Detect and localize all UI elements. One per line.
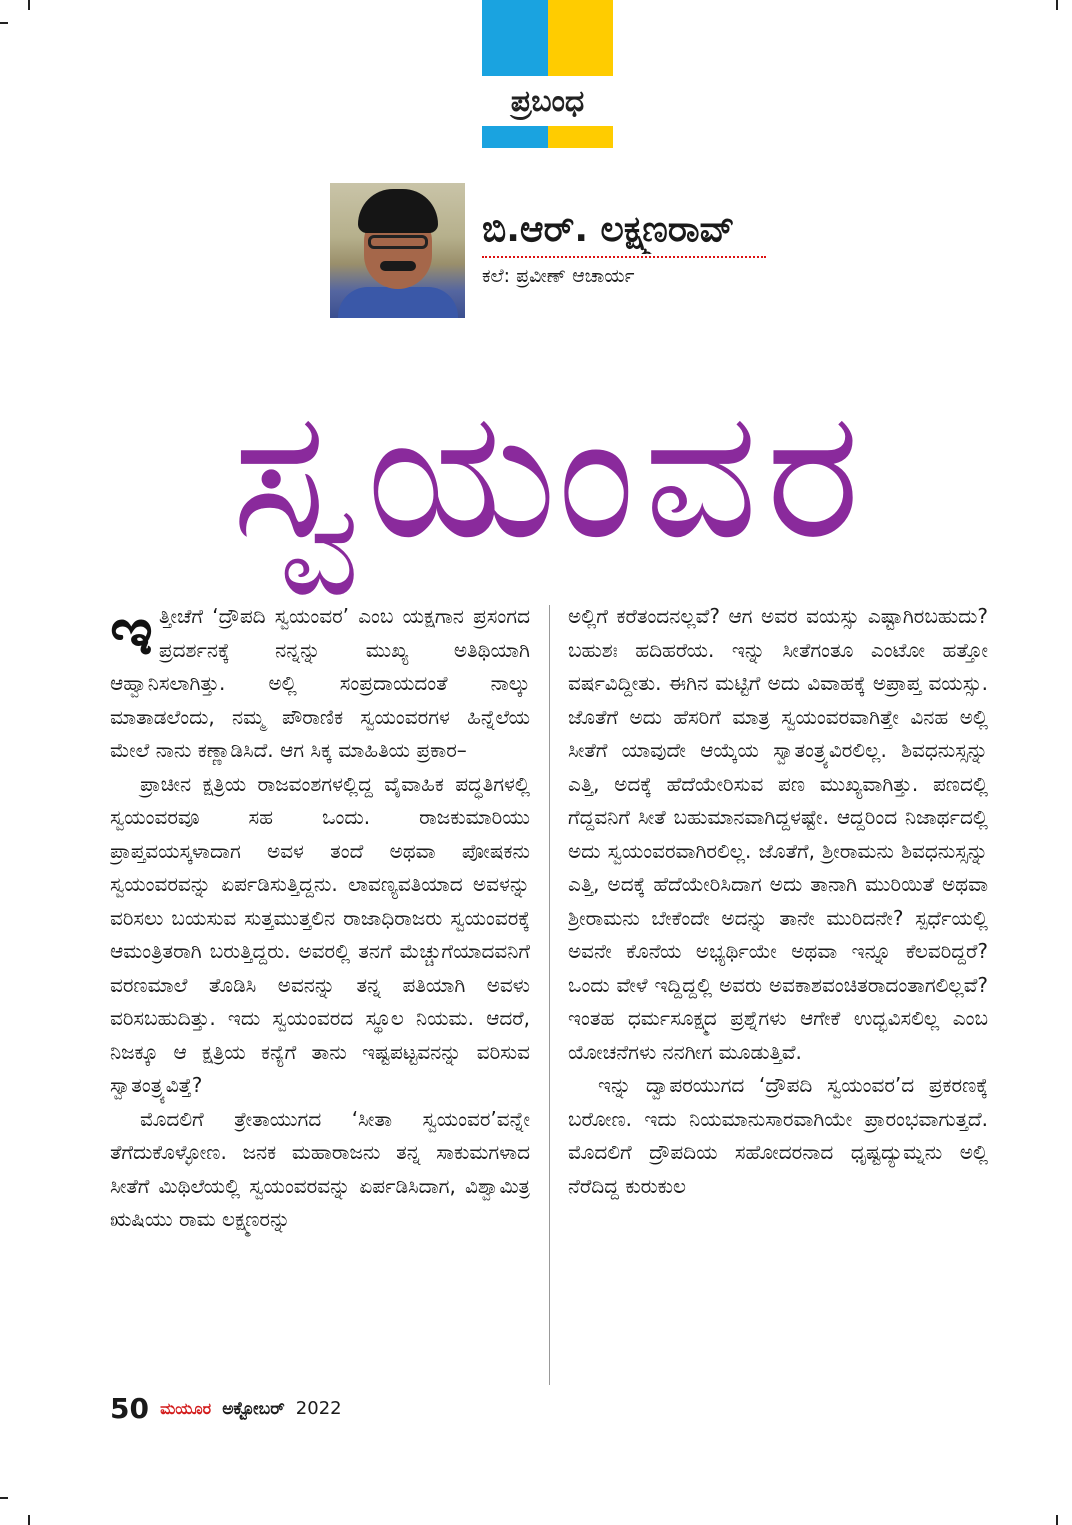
author-photo xyxy=(330,183,465,318)
magazine-name: ಮಯೂರ xyxy=(160,1398,212,1418)
article-paragraph-1: ಇತ್ತೀಚೆಗೆ ‘ದ್ರೌಪದಿ ಸ್ವಯಂವರ’ ಎಂಬ ಯಕ್ಷಗಾನ ಪ್ರಸಂಗದ ಪ್ರದರ್ಶನಕ್ಕೆ ನನ್ನನ್ನು ಮುಖ್ಯ ಅತಿಥಿಯಾಗಿ ಆಹ್ವಾನಿಸಲಾಗಿತ್ತು. ಅಲ್ಲಿ ಸಂಪ್ರದಾಯದಂತೆ ನಾಲ್ಕು ಮಾತಾಡಲೆಂದು, ನಮ್ಮ ಪೌರಾಣಿಕ ಸ್ವಯಂವರಗಳ ಹಿನ್ನೆಲೆಯ ಮೇಲೆ ನಾನು ಕಣ್ಣಾಡಿಸಿದೆ. ಆಗ ಸಿಕ್ಕ ಮಾಹಿತಿಯ ಪ್ರಕಾರ– xyxy=(110,600,530,762)
drop-cap: ಇ xyxy=(110,600,153,670)
issue-year: 2022 xyxy=(295,1398,342,1419)
badge-yellow-block xyxy=(548,0,613,76)
article-column-right xyxy=(568,600,988,1390)
artist-credit: ಕಲೆ: ಪ್ರವೀಣ್ ಆಚಾರ್ಯ xyxy=(482,265,635,287)
author-divider xyxy=(482,256,766,258)
crop-mark-bottom-left xyxy=(28,1515,30,1525)
badge-blue-block xyxy=(482,0,548,76)
article-paragraph-2: ಪ್ರಾಚೀನ ಕ್ಷತ್ರಿಯ ರಾಜವಂಶಗಳಲ್ಲಿದ್ದ ವೈವಾಹಿಕ ಪದ್ಧತಿಗಳಲ್ಲಿ ಸ್ವಯಂವರವೂ ಸಹ ಒಂದು. ರಾಜಕುಮಾರಿಯು ಪ್ರಾಪ್ತವಯಸ್ಕಳಾದಾಗ ಅವಳ ತಂದೆ ಅಥವಾ ಪೋಷಕನು ಸ್ವಯಂವರವನ್ನು ಏರ್ಪಡಿಸುತ್ತಿದ್ದನು. ಲಾವಣ್ಯವತಿಯಾದ ಅವಳನ್ನು ವರಿಸಲು ಬಯಸುವ ಸುತ್ತಮುತ್ತಲಿನ ರಾಜಾಧಿರಾಜರು ಸ್ವಯಂವರಕ್ಕೆ ಆಮಂತ್ರಿತರಾಗಿ ಬರುತ್ತಿದ್ದರು. ಅವರಲ್ಲಿ ತನಗೆ ಮೆಚ್ಚುಗೆಯಾದವನಿಗೆ ವರಣಮಾಲೆ ತೊಡಿಸಿ ಅವನನ್ನು ತನ್ನ ಪತಿಯಾಗಿ ಅವಳು ವರಿಸಬಹುದಿತ್ತು. ಇದು ಸ್ವಯಂವರದ ಸ್ಥೂಲ ನಿಯಮ. ಆದರೆ, ನಿಜಕ್ಕೂ ಆ ಕ್ಷತ್ರಿಯ ಕನ್ಯೆಗೆ ತಾನು ಇಷ್ಟಪಟ್ಟವನನ್ನು ವರಿಸುವ ಸ್ವಾತಂತ್ರ್ಯವಿತ್ತೆ? xyxy=(110,771,530,1097)
article-paragraph-3: ಮೊದಲಿಗೆ ತ್ರೇತಾಯುಗದ ‘ಸೀತಾ ಸ್ವಯಂವರ’ವನ್ನೇ ತೆಗೆದುಕೊಳ್ಳೋಣ. ಜನಕ ಮಹಾರಾಜನು ತನ್ನ ಸಾಕುಮಗಳಾದ ಸೀತೆಗೆ ಮಿಥಿಲೆಯಲ್ಲಿ ಸ್ವಯಂವರವನ್ನು ಏರ್ಪಡಿಸಿದಾಗ, ವಿಶ್ವಾಮಿತ್ರ ಋಷಿಯು ರಾಮ ಲಕ್ಷ್ಮಣರನ್ನು xyxy=(110,1106,530,1231)
article-headline: ಸ್ವಯಂವರ xyxy=(231,371,869,578)
crop-mark-bottom-right xyxy=(1056,1515,1058,1525)
section-label: ಪ್ರಬಂಧ xyxy=(510,84,585,119)
badge-blue-strip xyxy=(482,126,548,148)
page-number: 50 xyxy=(110,1392,149,1425)
article-column-left xyxy=(110,600,530,1390)
page-footer xyxy=(110,1392,510,1428)
article-paragraph-4: ಅಲ್ಲಿಗೆ ಕರೆತಂದನಲ್ಲವೆ? ಆಗ ಅವರ ವಯಸ್ಸು ಎಷ್ಟಾಗಿರಬಹುದು? ಬಹುಶಃ ಹದಿಹರೆಯ. ಇನ್ನು ಸೀತೆಗಂತೂ ಎಂಟೋ ಹತ್ತೋ ವರ್ಷವಿದ್ದೀತು. ಈಗಿನ ಮಟ್ಟಿಗೆ ಅದು ವಿವಾಹಕ್ಕೆ ಅಪ್ರಾಪ್ತ ವಯಸ್ಸು. ಜೊತೆಗೆ ಅದು ಹೆಸರಿಗೆ ಮಾತ್ರ ಸ್ವಯಂವರವಾಗಿತ್ತೇ ವಿನಹ ಅಲ್ಲಿ ಸೀತೆಗೆ ಯಾವುದೇ ಆಯ್ಕೆಯ ಸ್ವಾತಂತ್ರ್ಯವಿರಲಿಲ್ಲ. ಶಿವಧನುಸ್ಸನ್ನು ಎತ್ತಿ, ಅದಕ್ಕೆ ಹೆದೆಯೇರಿಸುವ ಪಣ ಮುಖ್ಯವಾಗಿತ್ತು. ಪಣದಲ್ಲಿ ಗೆದ್ದವನಿಗೆ ಸೀತೆ ಬಹುಮಾನವಾಗಿದ್ದಳಷ್ಟೇ. ಆದ್ದರಿಂದ ನಿಜಾರ್ಥದಲ್ಲಿ ಅದು ಸ್ವಯಂವರವಾಗಿರಲಿಲ್ಲ. ಜೊತೆಗೆ, ಶ್ರೀರಾಮನು ಶಿವಧನುಸ್ಸನ್ನು ಎತ್ತಿ, ಅದಕ್ಕೆ ಹೆದೆಯೇರಿಸಿದಾಗ ಅದು ತಾನಾಗಿ ಮುರಿಯಿತೆ ಅಥವಾ ಶ್ರೀರಾಮನು ಬೇಕೆಂದೇ ಅದನ್ನು ತಾನೇ ಮುರಿದನೇ? ಸ್ಪರ್ಧೆಯಲ್ಲಿ ಅವನೇ ಕೊನೆಯ ಅಭ್ಯರ್ಥಿಯೇ ಅಥವಾ ಇನ್ನೂ ಕೆಲವರಿದ್ದರೆ? ಒಂದು ವೇಳೆ ಇದ್ದಿದ್ದಲ್ಲಿ ಅವರು ಅವಕಾಶವಂಚಿತರಾದಂತಾಗಲಿಲ್ಲವೆ? ಇಂತಹ ಧರ್ಮಸೂಕ್ಷ್ಮದ ಪ್ರಶ್ನೆಗಳು ಆಗೇಕೆ ಉದ್ಭವಿಸಲಿಲ್ಲ ಎಂಬ ಯೋಚನೆಗಳು ನನಗೀಗ ಮೂಡುತ್ತಿವೆ. xyxy=(568,604,988,1064)
article-paragraph-5: ಇನ್ನು ದ್ವಾಪರಯುಗದ ‘ದ್ರೌಪದಿ ಸ್ವಯಂವರ’ದ ಪ್ರಕರಣಕ್ಕೆ ಬರೋಣ. ಇದು ನಿಯಮಾನುಸಾರವಾಗಿಯೇ ಪ್ರಾರಂಭವಾಗುತ್ತದೆ. ಮೊದಲಿಗೆ ದ್ರೌಪದಿಯ ಸಹೋದರನಾದ ಧೃಷ್ಟದ್ಯುಮ್ನನು ಅಲ್ಲಿ ನೆರೆದಿದ್ದ ಕುರುಕುಲ xyxy=(568,1073,988,1198)
section-badge xyxy=(482,0,613,148)
crop-mark-top-right xyxy=(1056,0,1058,10)
badge-yellow-strip xyxy=(548,126,613,148)
issue-month: ಅಕ್ಟೋಬರ್ xyxy=(222,1398,285,1419)
crop-mark-top-left xyxy=(28,0,30,10)
author-name: ಬಿ.ಆರ್. ಲಕ್ಷ್ಮಣರಾವ್ xyxy=(482,209,735,250)
column-divider xyxy=(549,605,550,1385)
crop-mark-top-left-h xyxy=(0,22,8,24)
crop-mark-bottom-left-h xyxy=(0,1497,8,1499)
